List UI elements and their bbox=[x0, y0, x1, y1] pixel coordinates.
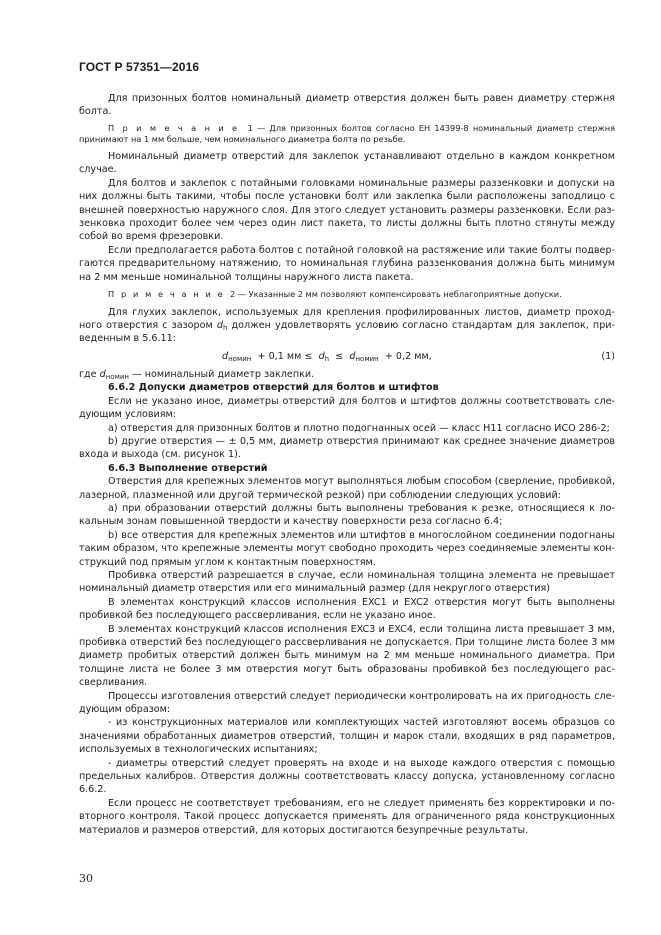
note-1-text: 1 — Для призонных болтов согласно ЕН 14399-8 номинальный диаметр стержня принимают на 1 мм больше, чем номинального диаметра болта по резьбе. bbox=[79, 122, 615, 145]
page-number: 30 bbox=[79, 872, 93, 885]
paragraph-process-control: Процессы изготовления отверстий следует периодически контролировать на их пригодность следующим образом: bbox=[79, 690, 615, 716]
note-2-label: П р и м е ч а н и е bbox=[108, 289, 225, 300]
list-item: b) все отверстия для крепежных элементов или штифтов в многослойном соединении подогнаны таким образом, что крепежные элементы могут свободно проходить через соединяемые элементы конструкций под прямым углом к контактным поверхностям. bbox=[79, 529, 615, 568]
note-2-text: 2 — Указанные 2 мм позволяют компенсировать неблагоприятные допуски. bbox=[230, 289, 562, 300]
list-item: b) другие отверстия — ± 0,5 мм, диаметр отверстия принимают как среднее значение диаметров входа и выхода (см. рисунок 1). bbox=[79, 435, 615, 461]
formula-where: где $d_{номин}$ — номинальный диаметр заклепки. bbox=[79, 368, 315, 381]
standard-header: ГОСТ Р 57351—2016 bbox=[79, 60, 200, 74]
paragraph-punching: Пробивка отверстий разрешается в случае, если номинальная толщина элемента не превышает номинальный диаметр отверстия или его минимальный размер (для некруглого отверстия) bbox=[79, 569, 615, 595]
document-body bbox=[79, 92, 615, 837]
list-item: - диаметры отверстий следует проверять на входе и на выходе каждого отверстия с помощью предельных калибров. Отверстия должны соответствовать классу допуска, установленному согласно 6.6.2. bbox=[79, 757, 615, 796]
paragraph-hole-making: Отверстия для крепежных элементов могут выполняться любым способом (сверление, пробивкой, лазерной, плазменной или другой термической резкой) при соблюдении следующих условий: bbox=[79, 476, 615, 501]
list-item: a) при образовании отверстий должны быть выполнены требования к резке, относящиеся к локальным зонам повышенной твердости и качеству поверхности реза согласно 6.4; bbox=[79, 502, 615, 528]
paragraph-exc1-exc2: В элементах конструкций классов исполнения EXC1 и EXC2 отверстия могут быть выполнены пробивкой без последующего рассверливания, если не указано иное. bbox=[79, 596, 615, 622]
note-1-label: П р и м е ч а н и е bbox=[108, 122, 240, 133]
paragraph-nonconforming: Если процесс не соответствует требованиям, его не следует применять без корректировки и повторного контроля. Такой процесс допускается применять для ограниченного ряда конструкционных материалов и размеров отверстий, для которых достигаются безупречные результаты. bbox=[79, 797, 615, 836]
list-item: - из конструкционных материалов или комплектующих частей изготовляют восемь образцов со значениями обработанных диаметров отверстий, толщин и марок стали, входящих в ряд параметров, используемых в технологических испытаниях; bbox=[79, 717, 615, 756]
paragraph-fitted-bolts: Для призонных болтов номинальный диаметр отверстия должен быть равен диаметру стержня болта. bbox=[79, 93, 615, 118]
list-item: a) отверстия для призонных болтов и плотно подогнанных осей — класс H11 согласно ИСО 286-2; bbox=[108, 422, 610, 434]
paragraph-tolerances: Если не указано иное, диаметры отверстий для болтов и штифтов должны соответствовать следующим условиям: bbox=[79, 395, 615, 421]
note-1 bbox=[79, 123, 615, 146]
formula-number: (1) bbox=[601, 350, 615, 362]
heading-6-6-3: 6.6.3 Выполнение отверстий bbox=[108, 462, 268, 474]
heading-6-6-2: 6.6.2 Допуски диаметров отверстий для болтов и штифтов bbox=[108, 382, 439, 394]
paragraph-rivet-diameter: Номинальный диаметр отверстий для заклепок устанавливают отдельно в каждом конкретном случае. bbox=[79, 151, 615, 176]
note-2 bbox=[79, 289, 615, 301]
paragraph-countersunk-tension: Если предполагается работа болтов с потайной головкой на растяжение или такие болты подвергаются предварительному натяжению, то номинальная глубина раззенкования должна быть минимум на 2 мм меньше номинальной толщины наружного листа пакета. bbox=[79, 244, 615, 283]
formula-expression: $d_{номин} + 0,1$ мм ≤ $d_h \le d_{номин} + 0,2$ мм, bbox=[222, 350, 432, 363]
formula-1 bbox=[79, 346, 615, 368]
paragraph-blind-rivets: Для глухих заклепок, используемых для крепления профилированных листов, диаметр проходного отверстия c зазором $d_h$ должен удовлетворять условию согласно стандартам для заклепок, приведенным в 5.6.11: bbox=[79, 306, 615, 345]
paragraph-exc3-exc4: В элементах конструкций классов исполнения EXC3 и EXC4, если толщина листа превышает 3 мм, пробивка отверстий без последующего рассверливания не допускается. При толщине листа более 3 мм диаметр пробитых отверстий должен быть минимум на 2 мм меньше номинального диаметра. При толщине листа не более 3 мм отверстия могут быть образованы пробивкой без последующего рассверливания. bbox=[79, 623, 615, 689]
paragraph-countersunk: Для болтов и заклепок с потайными головками номинальные размеры раззенковки и допуски на них должны быть такими, чтобы после установки болт или заклепка были расположены заподлицо с внешней поверхностью наружного слоя. Для этого следует установить размеры раззенковки. Если раззенковка проходит более чем через один лист пакета, то листы должны быть плотно стянуты между собой во время фрезеровки. bbox=[79, 177, 615, 243]
